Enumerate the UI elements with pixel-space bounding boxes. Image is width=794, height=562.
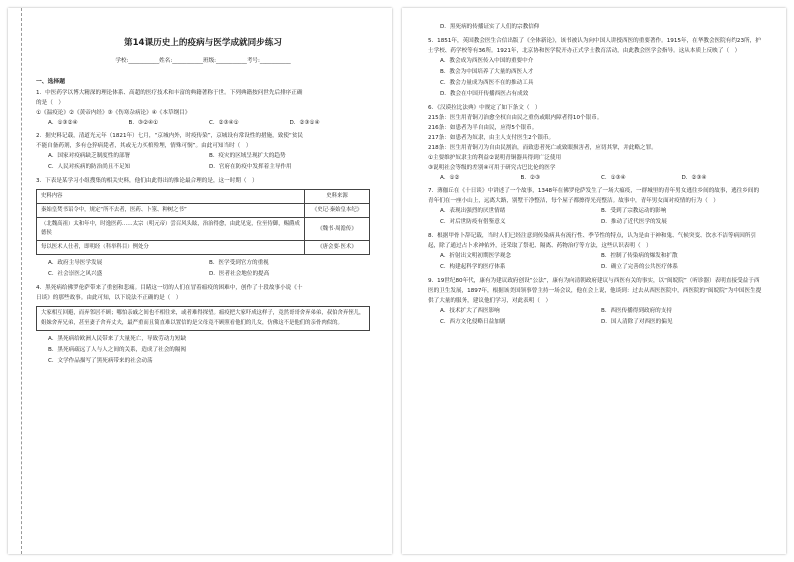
table-header-content: 史料内容: [37, 190, 305, 204]
q4-quote-box: 大家相互回避，而弃邻居不顾；哪怕亲戚之间也不相往来，或者难得探望。瘟疫把大家吓成这样子，竟然哥哥舍弃弟弟，叔伯舍弃侄儿，姐妹舍弃兄弟，甚至妻子舍弃丈夫，最严重而且简直难以置信的是父母竟不顾照看他们的儿女，仿佛这不是他们的亲骨肉似的。: [36, 306, 370, 331]
q2-options: [48, 151, 370, 173]
q1-option-b[interactable]: B．③②④①: [128, 120, 158, 126]
right-page: [402, 8, 786, 554]
table-cell-source: 《魏书·周澹传》: [305, 218, 370, 241]
student-info-line: 学校:___________姓名:___________班级:___________考号:___________: [115, 58, 291, 64]
q2-option-b[interactable]: B．疫灾的区域呈现扩大的趋势: [209, 153, 286, 159]
q7-option-d[interactable]: D．推动了近代医学的发展: [601, 219, 667, 225]
q7-option-c[interactable]: C．对后世防疫有借鉴意义: [440, 219, 506, 225]
q6-items: ①主要维护奴隶主的利益②说明青铜器具得到广泛使用: [428, 155, 562, 161]
q3-source-table: [36, 189, 370, 255]
q6-law-215: 215条：医生用青铜刀治愈全权自由民之重伤或眼内障者得10个银币。: [428, 115, 603, 121]
q3-option-c[interactable]: C．社会崇医之风兴盛: [48, 271, 103, 277]
question-7: [428, 186, 762, 228]
question-4: [36, 283, 370, 367]
q5-option-d[interactable]: D．教会在中国开传播西医占有成效: [440, 91, 529, 97]
table-row: [37, 204, 370, 218]
q8-option-d[interactable]: D．确立了完善的公共医疗体系: [601, 264, 679, 270]
fold-line: [8, 8, 22, 554]
q6-items-cont: ③说明社会等级的差别④可用于研究古巴比伦的医学: [428, 165, 556, 171]
question-9: [428, 276, 762, 328]
q9-options: [440, 306, 762, 328]
q2-stem: 2．据史料记载，清道光元年（1821年）七月，“京城内外，时疫传染”，京城设有常设性的措施，致使“贫民: [36, 133, 304, 139]
q7-stem: 7．薄伽丘在《十日谈》中讲述了一个故事，1348年在佛罗伦萨发生了一场大瘟疫，一群城里的青年男女逃往乡间的故事，逃往乡间的青年们在一座小山上，远离大路，别墅干净整洁，每个屋子都擦得光亮整洁。故事中，青年男女面对疫情的行为（ ）: [428, 188, 760, 204]
table-cell-source: 《史记·秦始皇本纪》: [305, 204, 370, 218]
q8-option-b[interactable]: B．控制了传染病的爆发和扩散: [601, 253, 678, 259]
q1-stem-cont: 的是（ ）: [36, 100, 64, 106]
q6-option-b[interactable]: B．②③: [520, 175, 540, 181]
q1-items: ①《温疫论》②《黄帝内经》③《伤寒杂病论》④《本草纲目》: [36, 110, 191, 116]
q8-stem: 8．根据甲骨卜辞记载，当时人们已经注意到传染病具有流行性、季节性的特点，认为是由于神和鬼、气候突变、饮水不洁等病因所引起，除了通过占卜求神佑外，还采取了祭祀、隔离、药物治疗等方法，这些认识表明（ ）: [428, 233, 756, 249]
question-3: [36, 176, 370, 280]
question-5: [428, 36, 762, 100]
q1-option-a[interactable]: A．①③②④: [48, 120, 78, 126]
q1-option-c[interactable]: C．②③④①: [209, 120, 239, 126]
q4-stem-cont: 日谈》的那些故事。由此可知，以下说法不正确的是（ ）: [36, 295, 182, 301]
q8-option-a[interactable]: A．折射出文明初期医学观念: [440, 253, 511, 259]
q5-option-b[interactable]: B．教会为中国培养了大量的西医人才: [440, 69, 534, 75]
q7-option-a[interactable]: A．表现出强烈的厌世情绪: [440, 208, 506, 214]
q9-stem: 9．19世纪80年代，康有为建议政府创设“公法”，康有为向清朝政府建议与西医有关的事实，以“闽皖院”（听诊器）表明直接受益于西医的卫生发展，1897年，根据该美国领事曾主持一场会议，他在会上说，他谈到：过去从西医医院中，西医院的“闽皖院”为中国医生提供了大量的服务，建议他们学习，对此表明（ ）: [428, 278, 762, 304]
table-row: [37, 241, 370, 255]
q5-stem: 5．1851年，英国教会医生合信出版了《全体新论》，该书被认为向中国人讲授西医的重要著作。1915年，在华教会医院有约23所，护士学校、药学校等有36所。1921年，北京协和医学院开办正式学士教育活动，由此教会医学会指导。这从本质上反映了（ ）: [428, 38, 761, 54]
q5-option-a[interactable]: A．教会成为西医传入中国的重要中介: [440, 58, 534, 64]
question-8: [428, 231, 762, 273]
q4-option-c[interactable]: C．文学作品描写了黑死病带来的社会动荡: [48, 358, 153, 364]
q9-option-b[interactable]: B．西医传播得到政府的支持: [601, 308, 672, 314]
q4-option-d[interactable]: D．黑死病的传播证实了人们的宗教信仰: [440, 24, 540, 30]
q8-option-c[interactable]: C．构建起科学的医疗体系: [440, 264, 506, 270]
question-1: [36, 88, 370, 128]
table-cell-source: 《唐会要·医术》: [305, 241, 370, 255]
q4-option-b[interactable]: B．黑死病疏远了人与人之间的关系，造成了社会的隔阂: [48, 347, 187, 353]
q6-options: [440, 173, 762, 183]
q3-option-a[interactable]: A．政府主导医学发展: [48, 260, 103, 266]
q3-option-b[interactable]: B．医学受到官方的重视: [209, 260, 269, 266]
q6-law-216: 216条：如患者为半自由民，应得5个银币。: [428, 125, 538, 131]
q6-law-217: 217条：如患者为奴隶，由主人支付医生2个银币。: [428, 135, 555, 141]
q6-option-d[interactable]: D．②③④: [681, 175, 707, 181]
table-cell-content: 每以医术人仕者，即明经（科举科目）例处分: [37, 241, 305, 255]
q3-option-d[interactable]: D．医者社会地位的提高: [209, 271, 270, 277]
q6-law-218: 218条：医生用青铜刀为自由民割治，而致患者死亡或致眼损害者，应切其掌，并此略之罪。: [428, 145, 657, 151]
q6-option-c[interactable]: C．①③④: [601, 175, 626, 181]
q2-option-c[interactable]: C．人民对疾病的防治尚且不足知: [48, 164, 131, 170]
q4-stem: 4．黑死病给佛罗伦萨带来了重创和悲痛。目睹这一切的人们在冒着瘟疫的困难中，创作了十段故事小说《十: [36, 285, 303, 291]
q1-option-d[interactable]: D．②③①④: [289, 120, 320, 126]
q2-option-d[interactable]: D．官府在防疫中发挥着主导作用: [209, 164, 292, 170]
q5-option-c[interactable]: C．教会力量成为西医不在的推动工具: [440, 80, 534, 86]
q9-option-d[interactable]: D．国人清除了对西医的偏见: [601, 319, 673, 325]
doc-title: 第14课历史上的疫病与医学成就同步练习: [123, 38, 283, 48]
q9-option-c[interactable]: C．西方文化侵略日益加剧: [440, 319, 506, 325]
table-row: [37, 218, 370, 241]
table-header-row: [37, 190, 370, 204]
q7-options: [440, 206, 762, 228]
question-2: [36, 131, 370, 173]
q7-option-b[interactable]: B．受到了宗教运动的影响: [601, 208, 667, 214]
q2-option-a[interactable]: A．国家对疫病缺乏制度性的部署: [48, 153, 131, 159]
q1-options: [48, 118, 370, 128]
q9-option-a[interactable]: A．技术扩大了西医影响: [440, 308, 500, 314]
left-page: [8, 8, 392, 554]
q6-option-a[interactable]: A．①②: [440, 175, 460, 181]
table-cell-content: （北魏高祖）太和年中，时逸医药……太宗（明元帝）尝召风头眩，治治得愈，由此见宠，位至侍御，赐爵成德侯: [37, 218, 305, 241]
q3-stem: 3．下表是某学习小组搜集的相关史料，他们由此得出的推论最合理的是，这一时期（ ）: [36, 178, 258, 184]
q3-options: [48, 258, 370, 280]
question-6: [428, 103, 762, 183]
q4-option-a[interactable]: A．黑死病给欧洲人民带来了大量死亡，导致劳动力短缺: [48, 336, 187, 342]
section-heading: 一、选择题: [36, 79, 65, 85]
q2-stem-cont: 不能自备药剂，多有仓猝病毙者，其或无力买棺殓埋，情殊可悯”。由此可知当时（ ）: [36, 143, 252, 149]
q1-stem: 1．中医药学以博大精深的理论体系、高超的医疗技术和丰富的典籍著称于世。下列典籍按问世先后排序正确: [36, 90, 303, 96]
table-header-source: 史料来源: [305, 190, 370, 204]
table-cell-content: 秦始皇焚书诏令中，规定“所不去者，医药、卜筮、种树之书”: [37, 204, 305, 218]
q6-stem: 6．《汉谟拉比法典》中规定了如下条文（ ）: [428, 105, 541, 111]
q8-options: [440, 251, 762, 273]
